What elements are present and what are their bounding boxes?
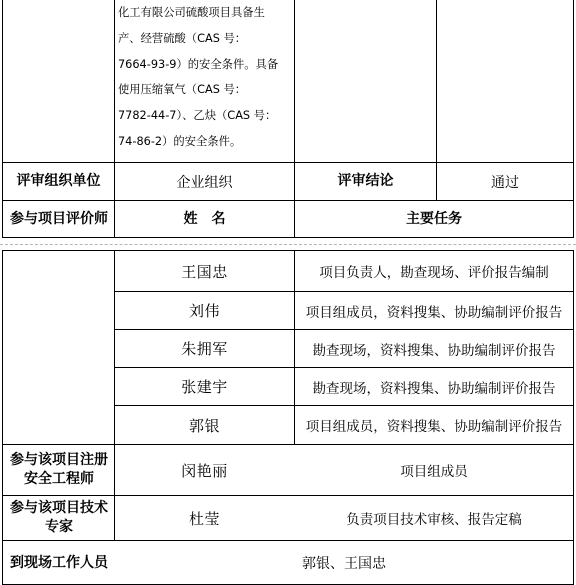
assessor-name: 郭银 [188, 416, 220, 435]
assessor-task: 项目组成员，资料搜集、协助编制评价报告 [305, 419, 563, 435]
tech-expert-name: 杜莹 [188, 509, 220, 528]
assessor-task: 项目组成员，资料搜集、协助编制评价报告 [305, 304, 563, 321]
assessor-task: 勘查现场，资料搜集、协助编制评价报告 [312, 342, 556, 359]
description-line: 7664-93-9）的安全条件。具备 [118, 57, 279, 71]
participants-label: 参与项目评价师 [10, 210, 108, 227]
review-org-label: 评审组织单位 [16, 173, 101, 189]
review-conclusion-label: 评审结论 [337, 173, 394, 189]
assessor-name: 张建宇 [181, 378, 228, 396]
assessor-name: 刘伟 [188, 302, 220, 320]
onsite-staff-label: 到现场工作人员 [10, 554, 108, 571]
task-column-header: 主要任务 [406, 210, 462, 227]
description-line: 化工有限公司硫酸项目具备生 [118, 6, 265, 19]
project-description [118, 0, 290, 155]
registered-engineer-name: 闵艳丽 [181, 461, 228, 480]
registered-engineer-label: 参与该项目注册安全工程师 [10, 452, 108, 487]
tech-expert-label: 参与该项目技术专家 [10, 500, 108, 535]
assessor-task: 勘查现场，资料搜集、协助编制评价报告 [312, 380, 556, 397]
name-column-header: 姓 名 [183, 210, 226, 227]
assessor-name: 王国忠 [181, 262, 228, 281]
registered-engineer-task: 项目组成员 [400, 464, 468, 480]
review-conclusion-value: 通过 [491, 174, 519, 191]
assessor-task: 项目负责人，勘查现场、评价报告编制 [319, 265, 549, 281]
description-line: 使用压缩氧气（CAS 号： [118, 83, 247, 97]
description-line: 产、经营硫酸（CAS 号： [118, 31, 247, 45]
assessor-name: 朱拥军 [181, 340, 228, 358]
review-org-value: 企业组织 [176, 174, 233, 191]
onsite-staff-value: 郭银、王国忠 [302, 555, 386, 572]
tech-expert-task: 负责项目技术审核、报告定稿 [346, 512, 522, 528]
page-break-line [0, 244, 576, 245]
description-line: 7782-44-7）、乙炔（CAS 号： [118, 109, 277, 123]
description-line: 74-86-2）的安全条件。 [118, 134, 242, 148]
